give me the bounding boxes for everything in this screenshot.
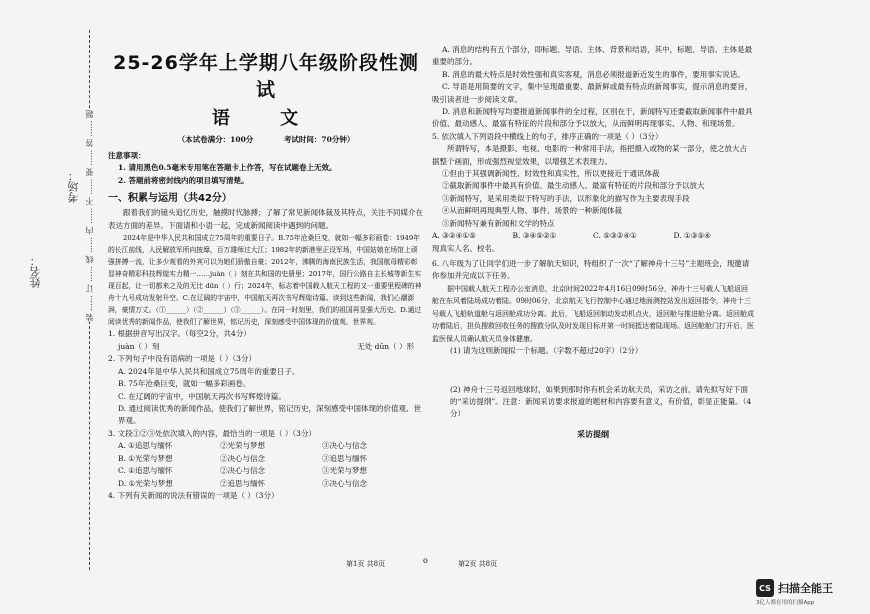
- q6-stem: 6. 八年级为了让同学们进一步了解航天知识，特组织了一次“了解神舟十三号”主题班会，现邀请你参加并完成以下任务。: [432, 258, 750, 281]
- right-page: [432, 44, 754, 440]
- section-intro: 跟着我们的镜头追忆历史，触摸时代脉搏；了解了常见新闻体裁及其特点，关注不同媒介在表达方面的差异。下面请和小语一起，完成新闻阅读中遇到的问题。: [108, 208, 423, 230]
- q3-option: ③决心与信念: [322, 478, 367, 488]
- exam-title: 25-26学年上学期八年级阶段性测试: [113, 52, 419, 101]
- notice-title: 注意事项：: [108, 151, 146, 160]
- scanner-tagline: 3亿人都在用的扫描App: [756, 600, 815, 606]
- q3-option: C. ①追思与缅怀: [118, 466, 173, 476]
- q3-option: ③决心与信念: [322, 441, 367, 451]
- q2-stem: 2. 下列句子中没有语病的一项是（ ）（3分）: [108, 354, 256, 364]
- q4-option: A. 消息的结构有五个部分，即标题、导语、主体、背景和结语，其中，标题、导语、主体是最重要的部分。: [432, 45, 753, 67]
- section-passage: 2024年是中华人民共和国成立75周年的重要日子。B.75年沧桑巨变，就如一幅多彩画卷：1949年的长江前线，人民解放军所向披靡，百万雄师过大江；1982年的新港里正设军场，中国姑娘在场馆上顽强拼搏一流，让多少观看的外宾可以为她们骄傲自豪；2012年，沸腾的海南民族生活，我国航母精彩彰显神奇精彩科技辉煌实力精一……juàn（ ）刻在共和国的史册里；2017年，国行公路自主长城等新生实现百起，让一切都来之及的无比 dūn（ ）行；2024年，标志着中国载人航天工程的又一重要里程碑的神舟十九号成功发射升空。C.在辽阔的宇宙中，中国航天再次书写辉煌诗篇。读到这些新闻，我们心潮澎湃，豪情万丈。（①______）（②______）（③______）。在同一时刻里，我们的祖国再显强大历史。D.通过阅读优秀的新闻作品，使我们了解世界，铭记历史，深刻感受中国体现的价值观、世界观。: [108, 234, 422, 327]
- q3-option: ②决心与信念: [220, 453, 265, 463]
- q5-text: 所谓特写，本是摄影、电视、电影的一种常用手法，指把摄入或物的某一部分，使之放大占据整个画面，形成强烈视觉效果，以增强艺术表现力。: [432, 144, 747, 166]
- outline-title: 采访提纲: [577, 428, 609, 439]
- section-heading: 一、积累与运用（共42分）: [108, 193, 232, 205]
- q3-option: ②决心与信念: [220, 466, 265, 476]
- q6-1-stem: (1) 请为这则新闻拟一个标题。（字数不超过20字）（2分）: [450, 346, 643, 356]
- q2-option: D. 通过阅读优秀的新闻作品，使我们了解世界，铭记历史，深刻感受中国体现的价值观、世界观。: [118, 404, 422, 426]
- q3-stem: 3. 文段①②③处依次填入的内容，最恰当的一项是（ ）（3分）: [108, 428, 316, 438]
- q3-option: A. ①追思与缅怀: [118, 441, 173, 451]
- exam-subject: 语 文: [211, 108, 321, 129]
- q1-stem: 1. 根据拼音写出汉字。（每空2分，共4分）: [108, 329, 251, 339]
- notice-item: 1. 请用黑色0.5毫米专用笔在答题卡上作答，写在试题卷上无效。: [118, 163, 337, 173]
- left-page: [108, 44, 424, 502]
- page-number-left: 第1页 共8页: [346, 560, 386, 568]
- q4-option: C. 导语是用简要的文字，集中呈现最重要、最新鲜或最有特点的新闻事实，提示消息的要旨，吸引读者进一步阅读文章。: [432, 82, 753, 104]
- q3-option: ②光荣与梦想: [220, 441, 265, 451]
- q5-item: ②截取新闻事件中最具有价值、最生动感人、最富有特征的片段和部分予以放大: [442, 181, 705, 191]
- q5-option: A. ③②④①⑤: [432, 231, 476, 241]
- q5-item: ⑤新闻特写兼有新闻和文学的特点: [442, 218, 555, 228]
- news-article: 据中国载人航天工程办公室消息，北京时间2022年4月16日09时56分，神舟十三号载人飞船返回舱在东风着陆场成功着陆。09时06分，北京航天飞行控制中心通过地面测控站发出返回指令，神舟十三号载人飞船轨道舱与返回舱成功分离。此后，飞船返回制动发动机点火，返回舱与推进舱分离。返回舱成功着陆后，担负搜救回收任务的搜救分队及时发现目标并第一时间抵达着陆现场。返回舱舱门打开后，医监医保人员确认航天员身体健康。: [432, 284, 754, 343]
- q3-option: ②追思与缅怀: [220, 478, 265, 488]
- q2-option: C. 在辽阔的宇宙中，中国航天再次书写辉煌诗篇。: [118, 391, 286, 401]
- full-score: （本试卷满分：100分: [177, 135, 254, 144]
- q2-option: B. 75年沧桑巨变，就如一幅多彩画卷。: [118, 379, 251, 389]
- q5-option: D. ①③⑤④: [673, 231, 711, 241]
- q3-option: ③追思与缅怀: [322, 453, 367, 463]
- q5-options: [432, 230, 754, 242]
- q5-option: B. ③④⑤②①: [512, 231, 557, 241]
- q3-options: [108, 440, 424, 490]
- q6-2-stem: (2) 神舟十三号返回地球时，如果到那时你有机会采访航天员，采访之前，请先拟写好下面的“采访提纲”。注意：新闻采访要求报道的题材和内容要有意义，有价值，彰显正能量。（4分）: [450, 384, 752, 419]
- q5-note: 现真实人名、校名。: [432, 243, 500, 253]
- q5-option: C. ⑤③②④①: [593, 231, 637, 241]
- q5-item: ③新闻特写，是采用类似于特写的手法，以形象化的描写作为主要表现手段: [442, 193, 690, 203]
- page-number-right: 第2页 共8页: [458, 560, 498, 568]
- q1-blank-b[interactable]: 无处 dūn（ ）形: [357, 342, 414, 352]
- exam-room-label: 考场：: [67, 170, 80, 203]
- exam-time: 考试时间：70分钟）: [283, 135, 355, 144]
- scanner-logo-icon: CS: [756, 579, 774, 597]
- scanner-name: 扫描全能王: [778, 582, 833, 595]
- binding-gutter: [0, 0, 104, 614]
- q1-blank-a[interactable]: juàn（ ）刻: [118, 342, 160, 352]
- q4-stem: 4. 下列有关新闻的说法有错误的一项是（ ）（3分）: [108, 490, 279, 500]
- q3-option: ③光荣与梦想: [322, 466, 367, 476]
- q5-item: ①但由于其强调新闻性、时效性和真实性，所以更接近于通讯体裁: [442, 169, 660, 179]
- q3-option: D. ①光荣与梦想: [118, 478, 173, 488]
- q4-option: B. 消息的最大特点是时效性强和真实客观，消息必须报道新近发生的事件，要用事实说话。: [442, 69, 745, 79]
- q3-option: B. ①光荣与梦想: [118, 453, 173, 463]
- name-label: 姓名：: [29, 255, 42, 288]
- exam-meta: [108, 134, 424, 145]
- q4-option: D. 消息和新闻特写均要报道新闻事件的全过程，区别在于，新闻特写还要截取新闻事件中最具价值、最动感人、最富有特征的片段和部分予以放大，从而鲜明再现事实、人物、和现场景。: [432, 107, 753, 129]
- q5-item: ④从而鲜明再现典型人物、事件、场景的一种新闻体裁: [442, 206, 622, 216]
- notice-item: 2. 答题前将密封线内的项目填写清楚。: [118, 175, 249, 185]
- scanner-watermark: [756, 579, 833, 597]
- q2-option: A. 2024年是中华人民共和国成立75周年的重要日子。: [118, 366, 300, 376]
- seal-line-text: 装 …… 订 …… 线 …… 内 …… 不 …… 要 …… 答 …… 题: [85, 110, 94, 322]
- answer-space[interactable]: [432, 358, 754, 384]
- q1-blanks: [108, 340, 424, 353]
- q5-stem: 5. 依次填入下列语段中横线上的句子，排序正确的一项是（ ）（3分）: [432, 131, 663, 141]
- center-mark: o: [423, 556, 428, 565]
